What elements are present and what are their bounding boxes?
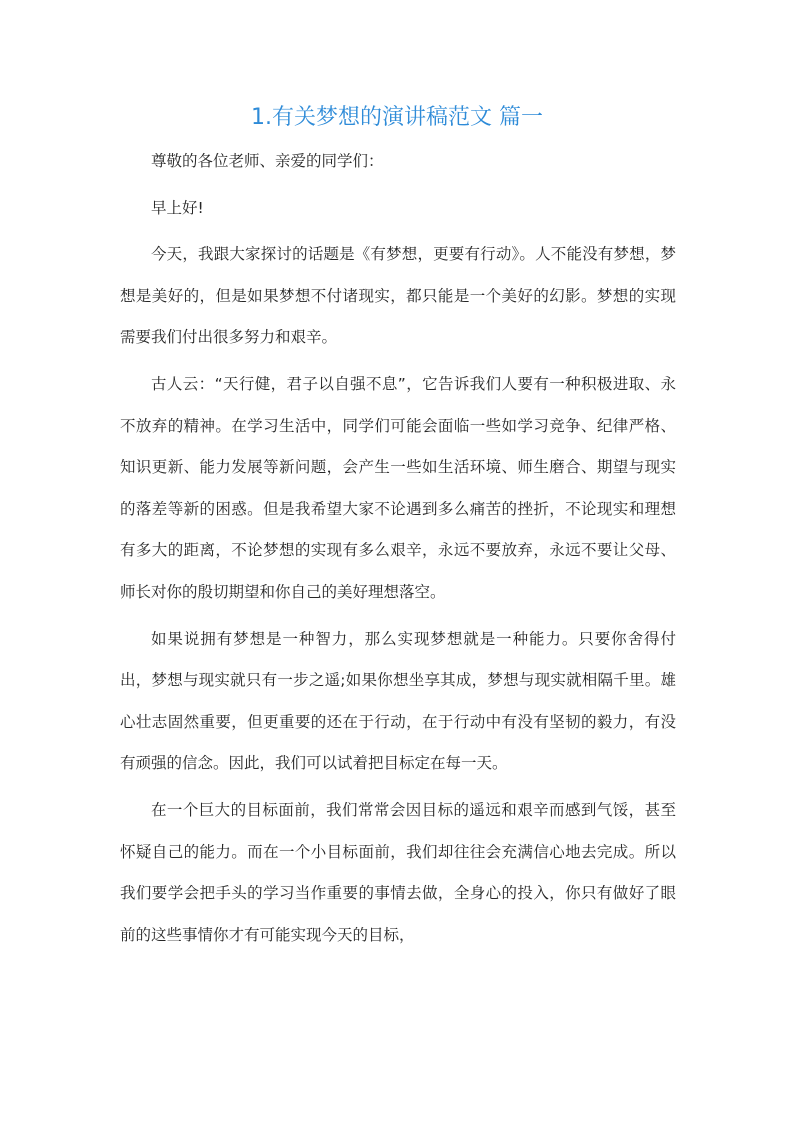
speech-body <box>120 141 676 961</box>
paragraph-ability: 如果说拥有梦想是一种智力，那么实现梦想就是一种能力。只要你舍得付出，梦想与现实就只有一步之遥;如果你想坐享其成，梦想与现实就相隔千里。雄心壮志固然重要，但更重要的还在于行动，在于行动中有没有坚韧的毅力，有没有顽强的信念。因此，我们可以试着把目标定在每一天。 <box>120 629 676 773</box>
paragraph-greeting: 早上好! <box>151 198 204 217</box>
page-title: 1.有关梦想的演讲稿范文 篇一 <box>251 105 543 130</box>
paragraph-quote: 古人云：“天行健，君子以自强不息”，它告诉我们人要有一种积极进取、永不放弃的精神。在学习生活中，同学们可能会面临一些如学习竞争、纪律严格、知识更新、能力发展等新问题，会产生一些如生活环境、师生磨合、期望与现实的落差等新的困惑。但是我希望大家不论遇到多么痛苦的挫折，不论现实和理想有多大的距离，不论梦想的实现有多么艰辛，永远不要放弃，永远不要让父母、师长对你的殷切期望和你自己的美好理想落空。 <box>120 374 676 601</box>
paragraph-salutation: 尊敬的各位老师、亲爱的同学们： <box>151 152 384 170</box>
paragraph-topic: 今天，我跟大家探讨的话题是《有梦想，更要有行动》。人不能没有梦想，梦想是美好的，但是如果梦想不付诸现实，都只能是一个美好的幻影。梦想的实现需要我们付出很多努力和艰辛。 <box>120 245 676 347</box>
paragraph-goals: 在一个巨大的目标面前，我们常常会因目标的遥远和艰辛而感到气馁，甚至怀疑自己的能力。而在一个小目标面前，我们却往往会充满信心地去完成。所以我们要学会把手头的学习当作重要的事情去做，全身心的投入，你只有做好了眼前的这些事情你才有可能实现今天的目标， <box>120 800 676 944</box>
